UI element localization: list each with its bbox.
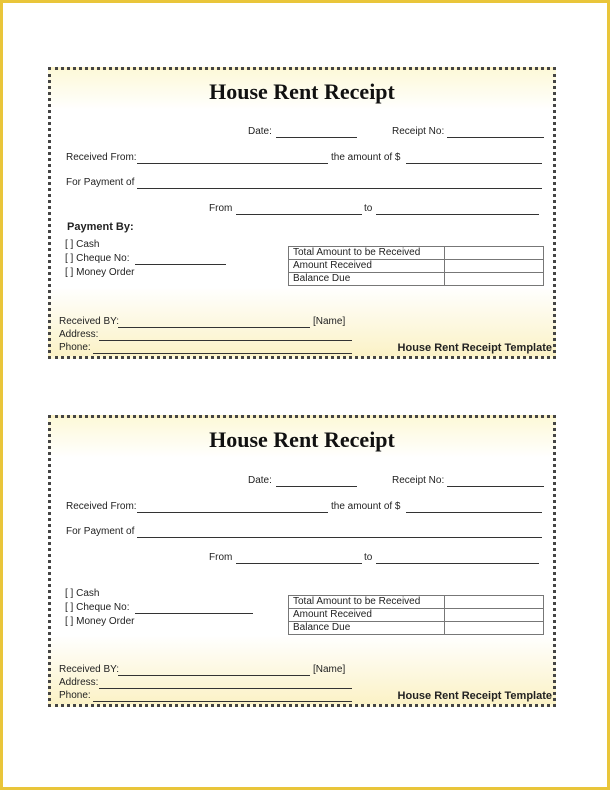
receipt-no-field[interactable] [447,137,544,138]
received-from-label: Received From: [66,152,137,163]
amount-received-label: Amount Received [289,609,445,622]
address-field[interactable] [99,340,352,341]
table-row [289,260,544,273]
to-field[interactable] [376,563,539,564]
balance-due-value[interactable] [445,273,544,286]
for-payment-label: For Payment of [66,526,135,537]
total-amount-value[interactable] [445,596,544,609]
amount-received-value[interactable] [445,609,544,622]
date-field[interactable] [276,486,357,487]
from-field[interactable] [236,214,362,215]
name-label: [Name] [313,664,346,675]
for-payment-field[interactable] [137,537,542,538]
table-row [289,273,544,286]
from-label: From [209,552,233,563]
received-by-label: Received BY: [59,316,120,327]
amount-received-value[interactable] [445,260,544,273]
cheque-no-field[interactable] [135,264,226,265]
receipt-form-2 [48,415,556,707]
table-row [289,596,544,609]
received-from-field[interactable] [137,512,328,513]
balance-due-label: Balance Due [289,273,445,286]
table-row [289,609,544,622]
phone-field[interactable] [93,701,352,702]
cash-checkbox[interactable]: [ ] Cash [65,239,100,250]
total-amount-label: Total Amount to be Received [289,247,445,260]
total-amount-value[interactable] [445,247,544,260]
date-label: Date: [248,475,272,486]
cheque-checkbox[interactable]: [ ] Cheque No: [65,602,130,613]
amount-field[interactable] [406,163,542,164]
received-by-field[interactable] [118,675,310,676]
to-field[interactable] [376,214,539,215]
phone-label: Phone: [59,342,91,353]
receipt-title: House Rent Receipt [209,427,395,452]
amount-label: the amount of $ [331,152,401,163]
phone-field[interactable] [93,353,352,354]
receipt-no-label: Receipt No: [392,126,445,137]
money-order-checkbox[interactable]: [ ] Money Order [65,267,135,278]
table-row [289,247,544,260]
from-label: From [209,203,233,214]
received-by-label: Received BY: [59,664,120,675]
receipt-no-label: Receipt No: [392,475,445,486]
cheque-checkbox[interactable]: [ ] Cheque No: [65,253,130,264]
amount-summary-table [288,595,544,635]
balance-due-label: Balance Due [289,622,445,635]
to-label: to [364,552,373,563]
amount-received-label: Amount Received [289,260,445,273]
template-footer: House Rent Receipt Template [397,342,552,354]
cheque-no-field[interactable] [135,613,253,614]
for-payment-field[interactable] [137,188,542,189]
for-payment-label: For Payment of [66,177,135,188]
amount-label: the amount of $ [331,501,401,512]
address-field[interactable] [99,688,352,689]
table-row [289,622,544,635]
address-label: Address: [59,677,99,688]
received-from-label: Received From: [66,501,137,512]
payment-by-heading: Payment By: [67,221,134,233]
received-from-field[interactable] [137,163,328,164]
total-amount-label: Total Amount to be Received [289,596,445,609]
template-footer: House Rent Receipt Template [397,690,552,702]
amount-field[interactable] [406,512,542,513]
date-field[interactable] [276,137,357,138]
money-order-checkbox[interactable]: [ ] Money Order [65,616,135,627]
received-by-field[interactable] [118,327,310,328]
cash-checkbox[interactable]: [ ] Cash [65,588,100,599]
address-label: Address: [59,329,99,340]
balance-due-value[interactable] [445,622,544,635]
receipt-title: House Rent Receipt [209,79,395,104]
amount-summary-table [288,246,544,286]
date-label: Date: [248,126,272,137]
receipt-no-field[interactable] [447,486,544,487]
receipt-form-1 [48,67,556,359]
phone-label: Phone: [59,690,91,701]
from-field[interactable] [236,563,362,564]
name-label: [Name] [313,316,346,327]
to-label: to [364,203,373,214]
